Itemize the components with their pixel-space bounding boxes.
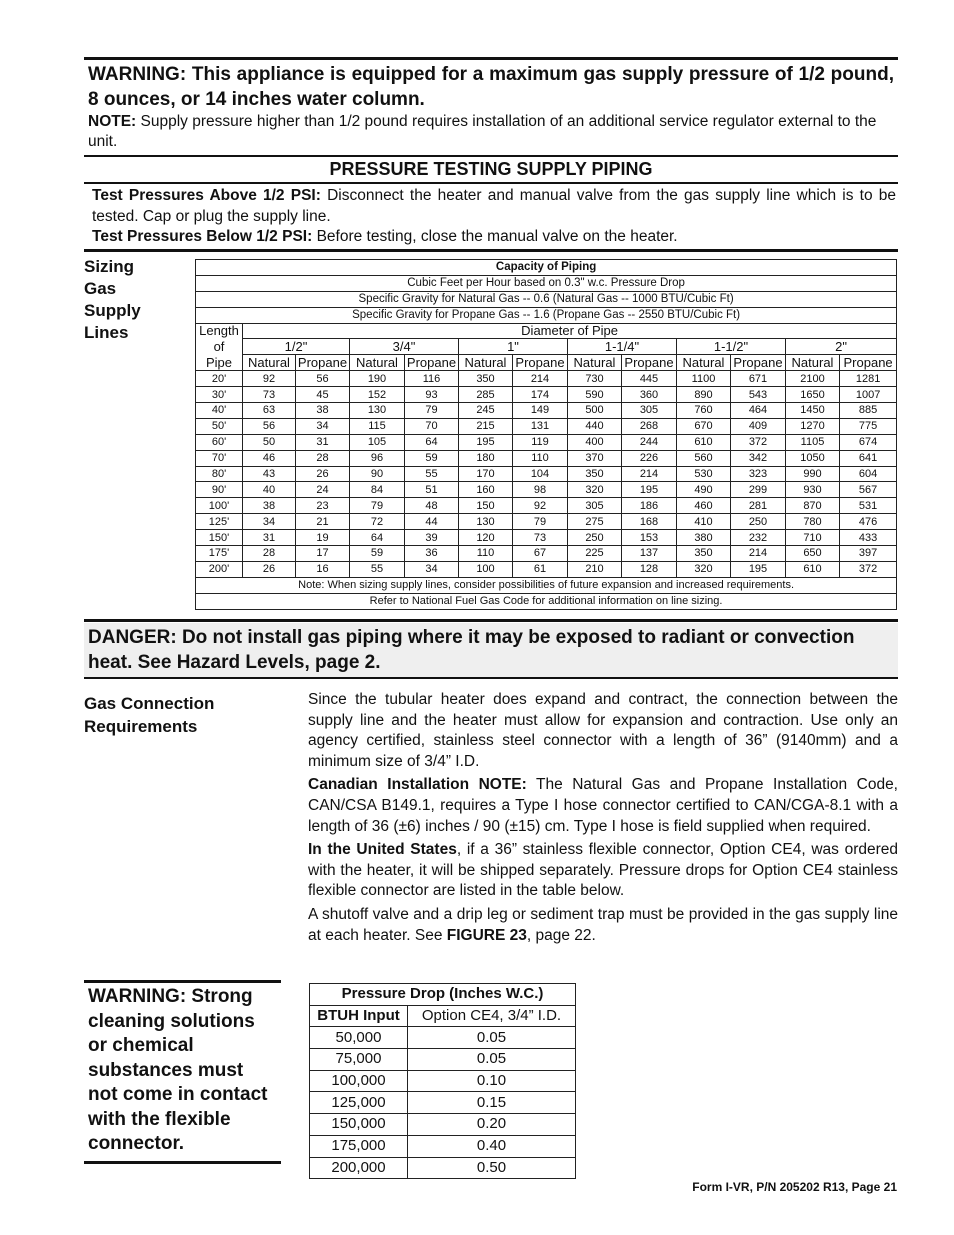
capacity-cell: 567 <box>840 482 897 498</box>
btuh-input-cell: 175,000 <box>310 1135 408 1157</box>
warning-cleaning-solutions: WARNING: Strong cleaning solutions or chemical substances must not come in contact with the flexible connector. <box>88 986 268 1154</box>
capacity-cell: 31 <box>243 530 296 546</box>
table-row <box>196 418 897 434</box>
capacity-cell: 79 <box>513 514 568 530</box>
table-row <box>196 530 897 546</box>
capacity-cell: 59 <box>350 546 405 562</box>
capacity-cell: 73 <box>243 387 296 403</box>
diameter-header: 1/2" <box>243 339 350 355</box>
capacity-cell: 500 <box>568 403 622 419</box>
table-row <box>310 1135 576 1157</box>
note-text: Supply pressure higher than 1/2 pound requires installation of an additional service regulator external to the unit. <box>88 113 877 150</box>
capacity-cell: 350 <box>568 466 622 482</box>
btuh-input-cell: 200,000 <box>310 1157 408 1179</box>
rule-test-bottom <box>84 249 898 252</box>
pipe-length-cell: 60' <box>196 434 243 450</box>
capacity-cell: 100 <box>459 561 513 577</box>
warning-max-pressure: WARNING: This appliance is equipped for a maximum gas supply pressure of 1/2 pound, 8 ounces, or 14 inches water column. <box>88 64 894 110</box>
capacity-cell: 710 <box>786 530 840 546</box>
figure-reference: FIGURE 23 <box>446 926 527 944</box>
capacity-cell: 440 <box>568 418 622 434</box>
diameter-header: 1-1/4" <box>568 339 677 355</box>
capacity-cell: 153 <box>622 530 677 546</box>
danger-radiant-heat: DANGER: Do not install gas piping where it may be exposed to radiant or convection heat. See Hazard Levels, page 2. <box>84 623 898 677</box>
capacity-cell: 305 <box>568 498 622 514</box>
capacity-cell: 119 <box>513 434 568 450</box>
warning-note <box>88 112 896 152</box>
pressure-drop-title: Pressure Drop (Inches W.C.) <box>310 984 576 1006</box>
sizing-gas-supply-lines-label <box>84 256 189 344</box>
capacity-cell: 1100 <box>677 371 731 387</box>
capacity-cell: 232 <box>731 530 786 546</box>
pipe-length-cell: 50' <box>196 418 243 434</box>
capacity-cell: 342 <box>731 450 786 466</box>
capacity-cell: 275 <box>568 514 622 530</box>
pressure-drop-cell: 0.40 <box>408 1135 576 1157</box>
rule-warning-side-top <box>84 980 281 983</box>
capacity-subtitle-1: Cubic Feet per Hour based on 0.3" w.c. Pressure Drop <box>196 275 897 291</box>
capacity-cell: 641 <box>840 450 897 466</box>
capacity-cell: 760 <box>677 403 731 419</box>
capacity-cell: 116 <box>405 371 459 387</box>
capacity-cell: 410 <box>677 514 731 530</box>
capacity-cell: 671 <box>731 371 786 387</box>
table-row <box>310 1027 576 1049</box>
capacity-cell: 56 <box>296 371 350 387</box>
pipe-length-cell: 30' <box>196 387 243 403</box>
capacity-cell: 61 <box>513 561 568 577</box>
canadian-note-label: Canadian Installation NOTE: <box>308 776 527 794</box>
capacity-cell: 350 <box>459 371 513 387</box>
capacity-cell: 250 <box>568 530 622 546</box>
capacity-cell: 120 <box>459 530 513 546</box>
gas-type-header: Propane <box>513 355 568 371</box>
pipe-length-cell: 100' <box>196 498 243 514</box>
table-row <box>196 482 897 498</box>
pressure-drop-cell: 0.50 <box>408 1157 576 1179</box>
capacity-cell: 93 <box>405 387 459 403</box>
pipe-length-cell: 90' <box>196 482 243 498</box>
section-title: PRESSURE TESTING SUPPLY PIPING <box>329 159 653 179</box>
table-row <box>196 434 897 450</box>
rule-top <box>84 57 898 60</box>
capacity-cell: 63 <box>243 403 296 419</box>
pipe-length-cell: 20' <box>196 371 243 387</box>
sizing-label-line: Gas <box>84 279 117 298</box>
gas-type-header: Natural <box>677 355 731 371</box>
table-row <box>196 561 897 577</box>
test-above <box>92 186 896 227</box>
diameter-header: 2" <box>786 339 897 355</box>
capacity-cell: 372 <box>731 434 786 450</box>
capacity-cell: 34 <box>296 418 350 434</box>
capacity-cell: 380 <box>677 530 731 546</box>
capacity-cell: 36 <box>405 546 459 562</box>
length-label-2: of <box>196 339 243 355</box>
capacity-cell: 476 <box>840 514 897 530</box>
capacity-cell: 21 <box>296 514 350 530</box>
test-above-text: Disconnect the heater and manual valve from the gas supply line which is to be tested. Cap or plug the supply line. <box>92 187 897 225</box>
capacity-cell: 137 <box>622 546 677 562</box>
pressure-drop-cell: 0.10 <box>408 1070 576 1092</box>
capacity-cell: 31 <box>296 434 350 450</box>
capacity-cell: 128 <box>622 561 677 577</box>
capacity-cell: 1650 <box>786 387 840 403</box>
capacity-cell: 28 <box>296 450 350 466</box>
capacity-cell: 244 <box>622 434 677 450</box>
capacity-cell: 46 <box>243 450 296 466</box>
capacity-cell: 214 <box>622 466 677 482</box>
capacity-note-2: Refer to National Fuel Gas Code for additional information on line sizing. <box>196 593 897 609</box>
capacity-cell: 610 <box>677 434 731 450</box>
capacity-cell: 24 <box>296 482 350 498</box>
capacity-cell: 96 <box>350 450 405 466</box>
capacity-cell: 45 <box>296 387 350 403</box>
capacity-cell: 1281 <box>840 371 897 387</box>
capacity-cell: 160 <box>459 482 513 498</box>
capacity-cell: 92 <box>513 498 568 514</box>
gas-type-header: Natural <box>243 355 296 371</box>
test-below-label: Test Pressures Below 1/2 PSI: <box>92 228 313 245</box>
page-footer: Form I-VR, P/N 205202 R13, Page 21 <box>692 1180 897 1194</box>
capacity-cell: 73 <box>513 530 568 546</box>
capacity-cell: 51 <box>405 482 459 498</box>
btuh-input-header: BTUH Input <box>310 1005 408 1027</box>
gas-type-header: Natural <box>568 355 622 371</box>
gas-connection-label-line: Requirements <box>84 717 198 736</box>
capacity-cell: 2100 <box>786 371 840 387</box>
capacity-cell: 1270 <box>786 418 840 434</box>
table-row <box>310 1070 576 1092</box>
capacity-cell: 43 <box>243 466 296 482</box>
capacity-cell: 64 <box>405 434 459 450</box>
sizing-label-line: Supply <box>84 301 141 320</box>
table-row <box>196 466 897 482</box>
capacity-cell: 400 <box>568 434 622 450</box>
capacity-cell: 16 <box>296 561 350 577</box>
capacity-cell: 285 <box>459 387 513 403</box>
capacity-cell: 674 <box>840 434 897 450</box>
gas-connection-p2 <box>308 775 898 837</box>
rule-danger-top <box>84 619 898 622</box>
gas-connection-label <box>84 692 284 738</box>
diameter-header: 1" <box>459 339 568 355</box>
capacity-cell: 110 <box>513 450 568 466</box>
capacity-cell: 79 <box>350 498 405 514</box>
capacity-cell: 17 <box>296 546 350 562</box>
table-row <box>196 498 897 514</box>
option-ce4-header: Option CE4, 3/4” I.D. <box>408 1005 576 1027</box>
capacity-cell: 90 <box>350 466 405 482</box>
gas-connection-text <box>308 690 898 949</box>
us-label: In the United States <box>308 841 457 859</box>
diameter-label: Diameter of Pipe <box>243 323 897 339</box>
capacity-cell: 433 <box>840 530 897 546</box>
capacity-cell: 34 <box>243 514 296 530</box>
capacity-cell: 110 <box>459 546 513 562</box>
capacity-cell: 186 <box>622 498 677 514</box>
sizing-label-line: Sizing <box>84 257 135 276</box>
capacity-cell: 460 <box>677 498 731 514</box>
capacity-cell: 305 <box>622 403 677 419</box>
capacity-title: Capacity of Piping <box>196 260 897 276</box>
capacity-cell: 360 <box>622 387 677 403</box>
btuh-input-cell: 100,000 <box>310 1070 408 1092</box>
pipe-length-cell: 80' <box>196 466 243 482</box>
gas-type-header: Propane <box>731 355 786 371</box>
pipe-length-cell: 150' <box>196 530 243 546</box>
capacity-cell: 250 <box>731 514 786 530</box>
sizing-label-line: Lines <box>84 323 129 342</box>
gas-type-header: Natural <box>350 355 405 371</box>
pressure-drop-cell: 0.15 <box>408 1092 576 1114</box>
capacity-cell: 890 <box>677 387 731 403</box>
gas-connection-p3 <box>308 840 898 902</box>
capacity-cell: 38 <box>296 403 350 419</box>
capacity-cell: 990 <box>786 466 840 482</box>
capacity-cell: 268 <box>622 418 677 434</box>
gas-connection-p4 <box>308 905 898 946</box>
capacity-cell: 1050 <box>786 450 840 466</box>
table-row <box>196 403 897 419</box>
diameter-header: 1-1/2" <box>677 339 786 355</box>
capacity-cell: 590 <box>568 387 622 403</box>
table-row <box>196 514 897 530</box>
capacity-cell: 530 <box>677 466 731 482</box>
capacity-cell: 490 <box>677 482 731 498</box>
capacity-cell: 174 <box>513 387 568 403</box>
capacity-cell: 226 <box>622 450 677 466</box>
test-below <box>92 227 896 248</box>
capacity-cell: 1007 <box>840 387 897 403</box>
capacity-cell: 131 <box>513 418 568 434</box>
length-label-3: Pipe <box>196 355 243 371</box>
capacity-cell: 397 <box>840 546 897 562</box>
capacity-cell: 885 <box>840 403 897 419</box>
gas-type-header: Natural <box>459 355 513 371</box>
capacity-cell: 299 <box>731 482 786 498</box>
pipe-length-cell: 40' <box>196 403 243 419</box>
capacity-cell: 149 <box>513 403 568 419</box>
capacity-subtitle-3: Specific Gravity for Propane Gas -- 1.6 (Propane Gas -- 2550 BTU/Cubic Ft) <box>196 307 897 323</box>
capacity-cell: 560 <box>677 450 731 466</box>
capacity-cell: 55 <box>350 561 405 577</box>
gas-connection-p1: Since the tubular heater does expand and contract, the connection between the supply line and the heater must allow for expansion and contraction. Use only an agency certified, stainless steel connector with a length of 36” (9140mm) and a minimum size of 3/4” I.D. <box>308 691 898 770</box>
table-row <box>196 546 897 562</box>
capacity-cell: 195 <box>622 482 677 498</box>
capacity-cell: 464 <box>731 403 786 419</box>
test-above-label: Test Pressures Above 1/2 PSI: <box>92 187 321 204</box>
capacity-cell: 92 <box>243 371 296 387</box>
diameter-header: 3/4" <box>350 339 459 355</box>
capacity-cell: 604 <box>840 466 897 482</box>
capacity-cell: 180 <box>459 450 513 466</box>
gas-type-header: Propane <box>622 355 677 371</box>
capacity-cell: 195 <box>459 434 513 450</box>
capacity-cell: 670 <box>677 418 731 434</box>
pressure-drop-table <box>309 983 576 1179</box>
gas-connection-label-line: Gas Connection <box>84 694 215 713</box>
pressure-drop-cell: 0.05 <box>408 1027 576 1049</box>
gas-type-header: Natural <box>786 355 840 371</box>
btuh-input-cell: 75,000 <box>310 1049 408 1071</box>
table-row <box>310 1092 576 1114</box>
capacity-cell: 1105 <box>786 434 840 450</box>
capacity-cell: 650 <box>786 546 840 562</box>
table-row <box>196 387 897 403</box>
capacity-cell: 730 <box>568 371 622 387</box>
capacity-cell: 79 <box>405 403 459 419</box>
capacity-cell: 39 <box>405 530 459 546</box>
capacity-cell: 56 <box>243 418 296 434</box>
capacity-cell: 170 <box>459 466 513 482</box>
rule-danger-bottom <box>84 677 898 679</box>
capacity-cell: 610 <box>786 561 840 577</box>
shutoff-text: A shutoff valve and a drip leg or sediment trap must be provided in the gas supply line at each heater. See <box>308 905 898 944</box>
capacity-cell: 55 <box>405 466 459 482</box>
capacity-cell: 168 <box>622 514 677 530</box>
capacity-cell: 445 <box>622 371 677 387</box>
capacity-cell: 372 <box>840 561 897 577</box>
capacity-cell: 44 <box>405 514 459 530</box>
capacity-cell: 72 <box>350 514 405 530</box>
capacity-cell: 281 <box>731 498 786 514</box>
capacity-cell: 775 <box>840 418 897 434</box>
capacity-cell: 245 <box>459 403 513 419</box>
capacity-cell: 323 <box>731 466 786 482</box>
table-row <box>310 1114 576 1136</box>
capacity-cell: 34 <box>405 561 459 577</box>
capacity-cell: 215 <box>459 418 513 434</box>
capacity-cell: 190 <box>350 371 405 387</box>
capacity-cell: 23 <box>296 498 350 514</box>
capacity-cell: 225 <box>568 546 622 562</box>
gas-type-header: Propane <box>405 355 459 371</box>
capacity-cell: 84 <box>350 482 405 498</box>
capacity-cell: 26 <box>296 466 350 482</box>
btuh-input-cell: 125,000 <box>310 1092 408 1114</box>
capacity-cell: 104 <box>513 466 568 482</box>
capacity-cell: 409 <box>731 418 786 434</box>
rule-warning-side-bottom <box>84 1161 281 1164</box>
capacity-cell: 40 <box>243 482 296 498</box>
capacity-cell: 210 <box>568 561 622 577</box>
capacity-cell: 70 <box>405 418 459 434</box>
test-below-text: Before testing, close the manual valve on the heater. <box>312 228 678 245</box>
capacity-cell: 64 <box>350 530 405 546</box>
capacity-cell: 130 <box>350 403 405 419</box>
capacity-cell: 150 <box>459 498 513 514</box>
length-label-1: Length <box>196 323 243 339</box>
pressure-drop-cell: 0.20 <box>408 1114 576 1136</box>
note-label: NOTE: <box>88 113 137 130</box>
capacity-of-piping-table <box>195 259 897 610</box>
pipe-length-cell: 175' <box>196 546 243 562</box>
capacity-cell: 105 <box>350 434 405 450</box>
table-row <box>310 1049 576 1071</box>
pipe-length-cell: 200' <box>196 561 243 577</box>
gas-type-header: Propane <box>840 355 897 371</box>
shutoff-text-end: , page 22. <box>526 926 596 944</box>
capacity-cell: 870 <box>786 498 840 514</box>
capacity-cell: 780 <box>786 514 840 530</box>
capacity-cell: 370 <box>568 450 622 466</box>
capacity-subtitle-2: Specific Gravity for Natural Gas -- 0.6 (Natural Gas -- 1000 BTU/Cubic Ft) <box>196 291 897 307</box>
capacity-cell: 130 <box>459 514 513 530</box>
capacity-cell: 930 <box>786 482 840 498</box>
capacity-cell: 48 <box>405 498 459 514</box>
capacity-cell: 543 <box>731 387 786 403</box>
capacity-note-1: Note: When sizing supply lines, consider possibilities of future expansion and increased requirements. <box>196 577 897 593</box>
capacity-cell: 19 <box>296 530 350 546</box>
capacity-cell: 26 <box>243 561 296 577</box>
capacity-cell: 50 <box>243 434 296 450</box>
pressure-drop-cell: 0.05 <box>408 1049 576 1071</box>
pipe-length-cell: 125' <box>196 514 243 530</box>
capacity-cell: 28 <box>243 546 296 562</box>
canadian-note-text: The Natural Gas and Propane Installation Code, CAN/CSA B149.1, requires a Type I hose connector certified to CAN/CGA-8.1 with a length of 36 (±6) inches / 90 (±15) cm. Type I hose is field supplied when required. <box>308 776 898 835</box>
capacity-cell: 320 <box>677 561 731 577</box>
capacity-cell: 531 <box>840 498 897 514</box>
capacity-cell: 350 <box>677 546 731 562</box>
capacity-cell: 67 <box>513 546 568 562</box>
rule-section-bottom <box>84 182 898 184</box>
capacity-cell: 115 <box>350 418 405 434</box>
table-row <box>310 1157 576 1179</box>
pipe-length-cell: 70' <box>196 450 243 466</box>
capacity-cell: 214 <box>731 546 786 562</box>
capacity-cell: 59 <box>405 450 459 466</box>
us-text: , if a 36” stainless flexible connector, Option CE4, was ordered with the heater, it will be shipped separately. Pressure drops for Option CE4 stainless flexible connector are listed in the table below. <box>308 841 898 900</box>
capacity-cell: 195 <box>731 561 786 577</box>
gas-type-header: Propane <box>296 355 350 371</box>
btuh-input-cell: 150,000 <box>310 1114 408 1136</box>
capacity-cell: 38 <box>243 498 296 514</box>
capacity-cell: 214 <box>513 371 568 387</box>
btuh-input-cell: 50,000 <box>310 1027 408 1049</box>
capacity-cell: 320 <box>568 482 622 498</box>
capacity-cell: 98 <box>513 482 568 498</box>
table-row <box>196 371 897 387</box>
test-pressures <box>92 186 896 248</box>
capacity-cell: 1450 <box>786 403 840 419</box>
capacity-cell: 152 <box>350 387 405 403</box>
table-row <box>196 450 897 466</box>
